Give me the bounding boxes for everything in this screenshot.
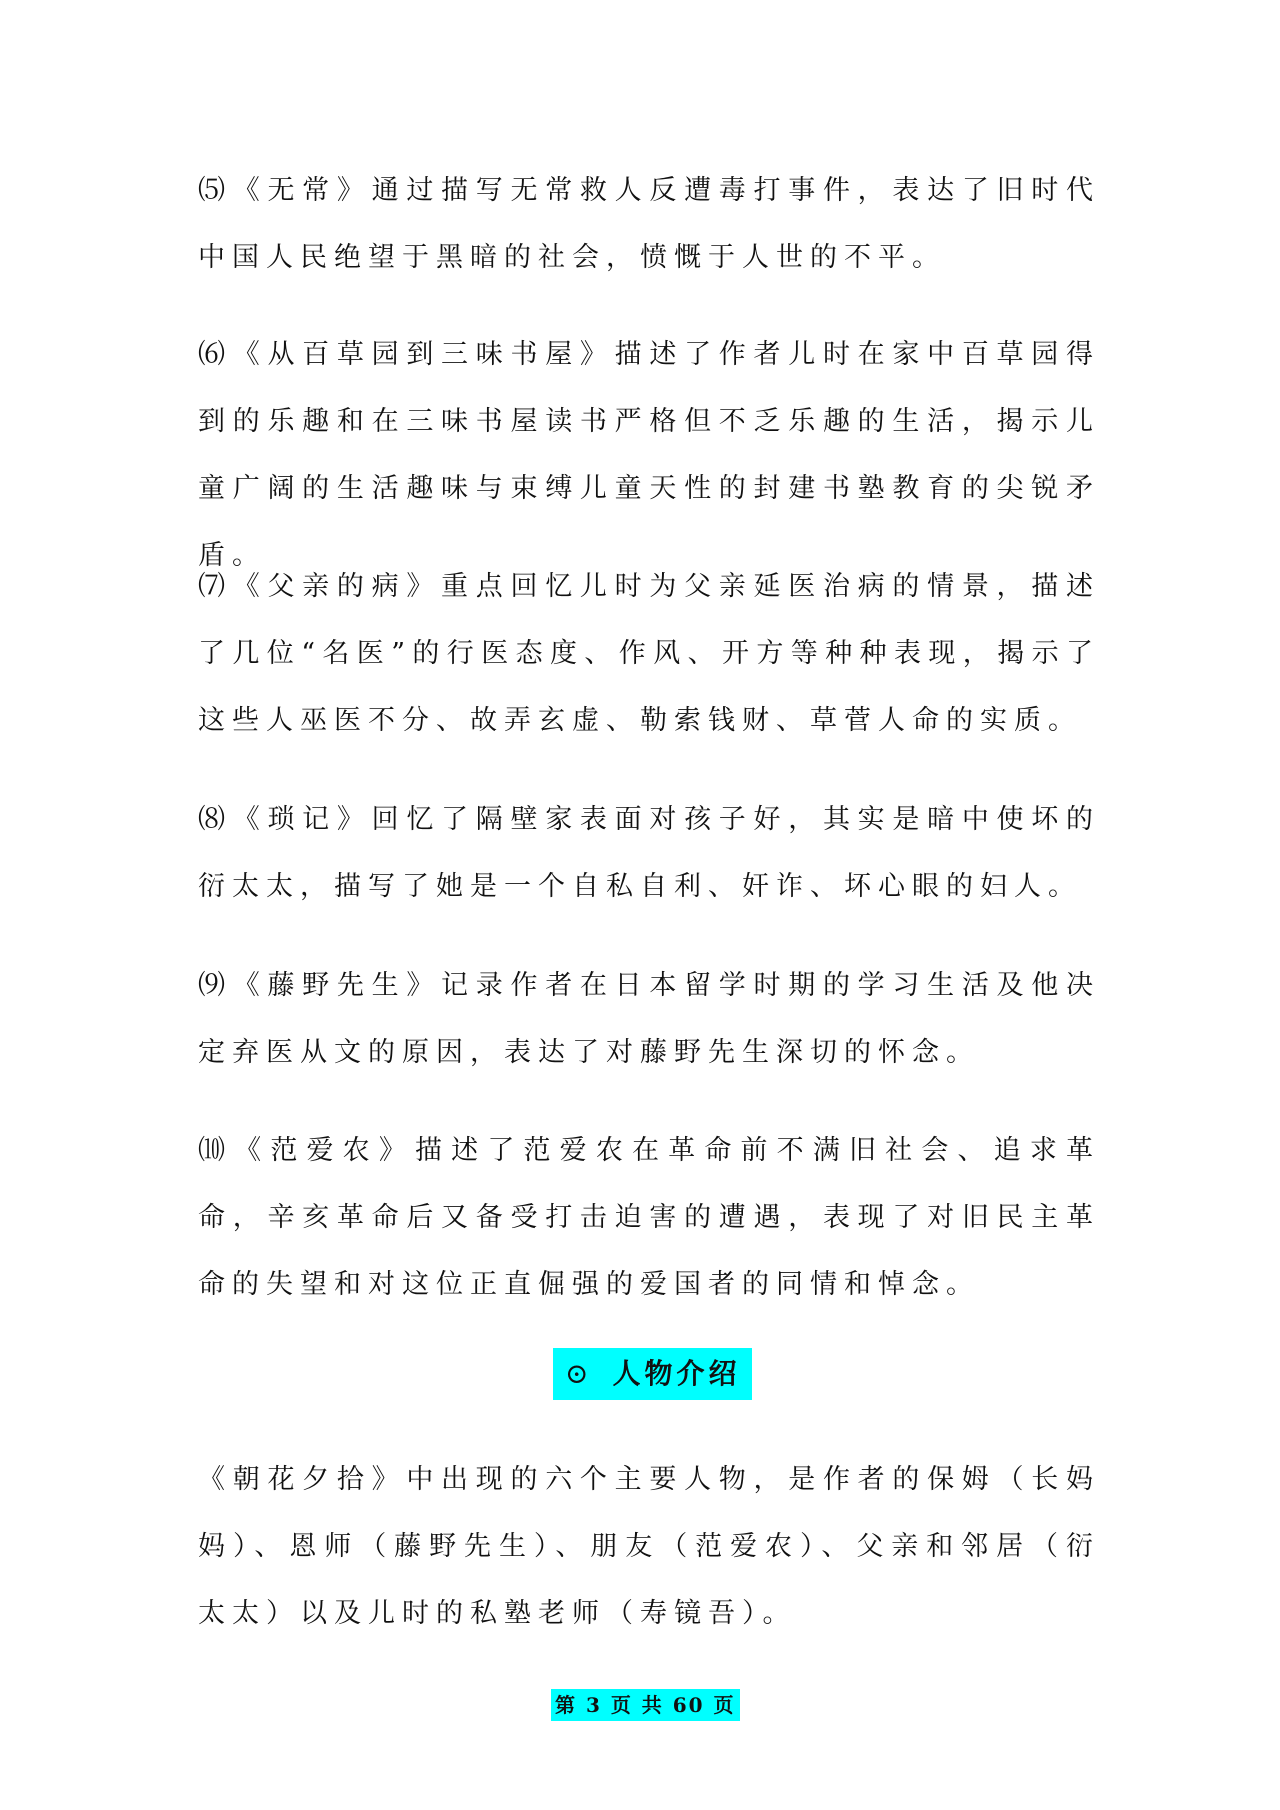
paragraph-5-wuchang: ⑸《无常》通过描写无常救人反遭毒打事件，表达了旧时代中国人民绝望于黑暗的社会，愤慨于人世的不平。 <box>198 175 1100 273</box>
paragraph-8-suoji: ⑻《琐记》回忆了隔壁家表面对孩子好，其实是暗中使坏的衍太太，描写了她是一个自私自利、奸诈、坏心眼的妇人。 <box>198 804 1100 902</box>
paragraph-10-fan-ainong: ⑽《范爱农》描述了范爱农在革命前不满旧社会、追求革命，辛亥革命后又备受打击迫害的遭遇，表现了对旧民主革命的失望和对这位正直倔强的爱国者的同情和悼念。 <box>198 1135 1100 1300</box>
paragraph-9-tengye-xiansheng: ⑼《藤野先生》记录作者在日本留学时期的学习生活及他决定弃医从文的原因，表达了对藤野先生深切的怀念。 <box>198 970 1100 1068</box>
character-intro-paragraph: 《朝花夕拾》中出现的六个主要人物，是作者的保姆（长妈妈）、恩师（藤野先生）、朋友（范爱农）、父亲和邻居（衍太太）以及儿时的私塾老师（寿镜吾）。 <box>198 1464 1100 1629</box>
section-heading <box>553 1348 752 1400</box>
section-title: 人物介绍 <box>612 1357 741 1390</box>
paragraph-7-fuqin-de-bing: ⑺《父亲的病》重点回忆儿时为父亲延医治病的情景，描述了几位“名医”的行医态度、作风、开方等种种表现，揭示了这些人巫医不分、故弄玄虚、勒索钱财、草菅人命的实质。 <box>198 571 1100 736</box>
page-number-footer: 第 3 页 共 60 页 <box>551 1689 740 1721</box>
circle-dot-icon: ⊙ <box>565 1357 593 1390</box>
paragraph-6-baicaoyuan: ⑹《从百草园到三味书屋》描述了作者儿时在家中百草园得到的乐趣和在三味书屋读书严格但不乏乐趣的生活，揭示儿童广阔的生活趣味与束缚儿童天性的封建书塾教育的尖锐矛盾。 <box>198 339 1100 571</box>
